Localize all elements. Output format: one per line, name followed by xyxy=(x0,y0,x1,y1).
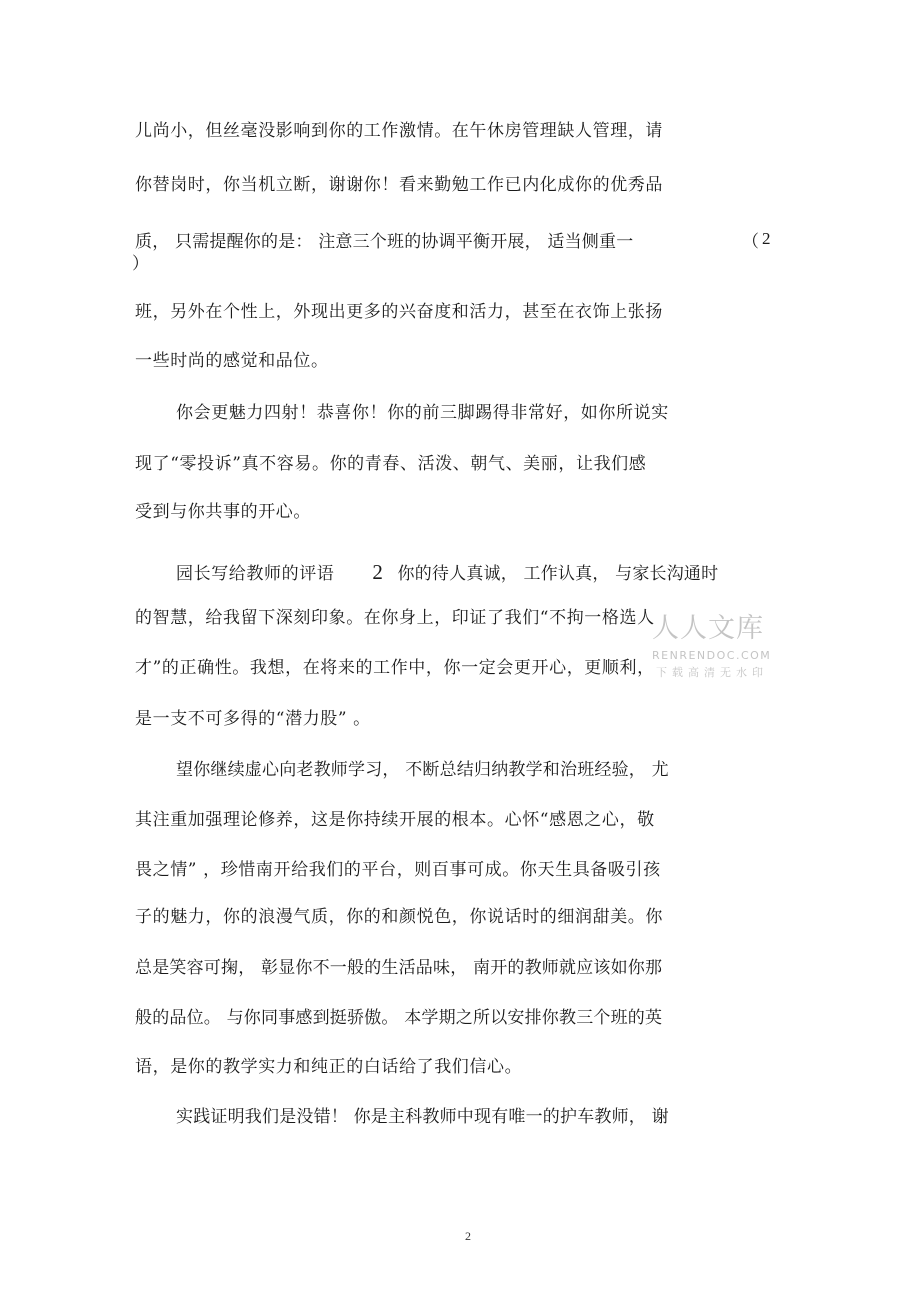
paren-close: ） xyxy=(132,254,149,274)
page-number: 2 xyxy=(465,1229,471,1243)
watermark-url: RENRENDOC.COM xyxy=(652,649,772,662)
text-line-16: 总是笑容可掬， 彰显你不一般的生活品味， 南开的教师就应该如你那 xyxy=(135,958,663,978)
text-line-9: 的智慧，给我留下深刻印象。在你身上，印证了我们“不拘一格选人 xyxy=(135,608,655,628)
text-line-14: 畏之情” ，珍惜南开给我们的平台，则百事可成。你天生具备吸引孩 xyxy=(135,860,661,880)
text-line-11: 是一支不可多得的“潜力股” 。 xyxy=(135,709,371,729)
paren-open: （ xyxy=(742,232,759,252)
text-line-2: 你替岗时，你当机立断，谢谢你！看来勤勉工作已内化成你的优秀品 xyxy=(135,175,663,195)
text-line-7: 现了“零投诉”真不容易。你的青春、活泼、朝气、美丽，让我们感 xyxy=(135,454,647,474)
text-line-15: 子的魅力，你的浪漫气质，你的和颜悦色，你说话时的细润甜美。你 xyxy=(135,907,663,927)
heading-suffix: 你的待人真诚， 工作认真， 与家长沟通时 xyxy=(397,564,719,584)
text-line-8: 受到与你共事的开心。 xyxy=(135,502,311,522)
text-line-18: 语，是你的教学实力和纯正的白话给了我们信心。 xyxy=(135,1057,523,1077)
watermark-title: 人人文库 xyxy=(652,613,764,644)
watermark xyxy=(638,614,778,684)
text-line-4: 班，另外在个性上，外现出更多的兴奋度和活力，甚至在衣饰上张扬 xyxy=(135,302,663,322)
text-line-10: 才”的正确性。我想，在将来的工作中，你一定会更开心，更顺利， xyxy=(135,658,655,678)
paren-number: 2 xyxy=(762,229,771,248)
heading-prefix: 园长写给教师的评语 xyxy=(176,564,335,584)
text-line-13: 其注重加强理论修养，这是你持续开展的根本。心怀“感恩之心，敬 xyxy=(135,810,655,830)
heading-line xyxy=(176,562,718,584)
text-line-5: 一些时尚的感觉和品位。 xyxy=(135,351,329,371)
text-line-3: 质， 只需提醒你的是： 注意三个班的协调平衡开展， 适当侧重一 xyxy=(135,232,634,252)
text-line-1: 儿尚小，但丝毫没影响到你的工作激情。在午休房管理缺人管理，请 xyxy=(135,121,663,141)
text-line-17: 般的品位。 与你同事感到挺骄傲。 本学期之所以安排你教三个班的英 xyxy=(135,1008,663,1028)
watermark-subtitle: 下载高清无水印 xyxy=(656,666,768,679)
text-line-19: 实践证明我们是没错！ 你是主科教师中现有唯一的护车教师， 谢 xyxy=(176,1107,669,1127)
heading-number: 2 xyxy=(372,560,384,584)
text-line-6: 你会更魅力四射！恭喜你！你的前三脚踢得非常好，如你所说实 xyxy=(176,403,669,423)
text-line-12: 望你继续虚心向老教师学习， 不断总结归纳教学和治班经验， 尤 xyxy=(176,760,669,780)
